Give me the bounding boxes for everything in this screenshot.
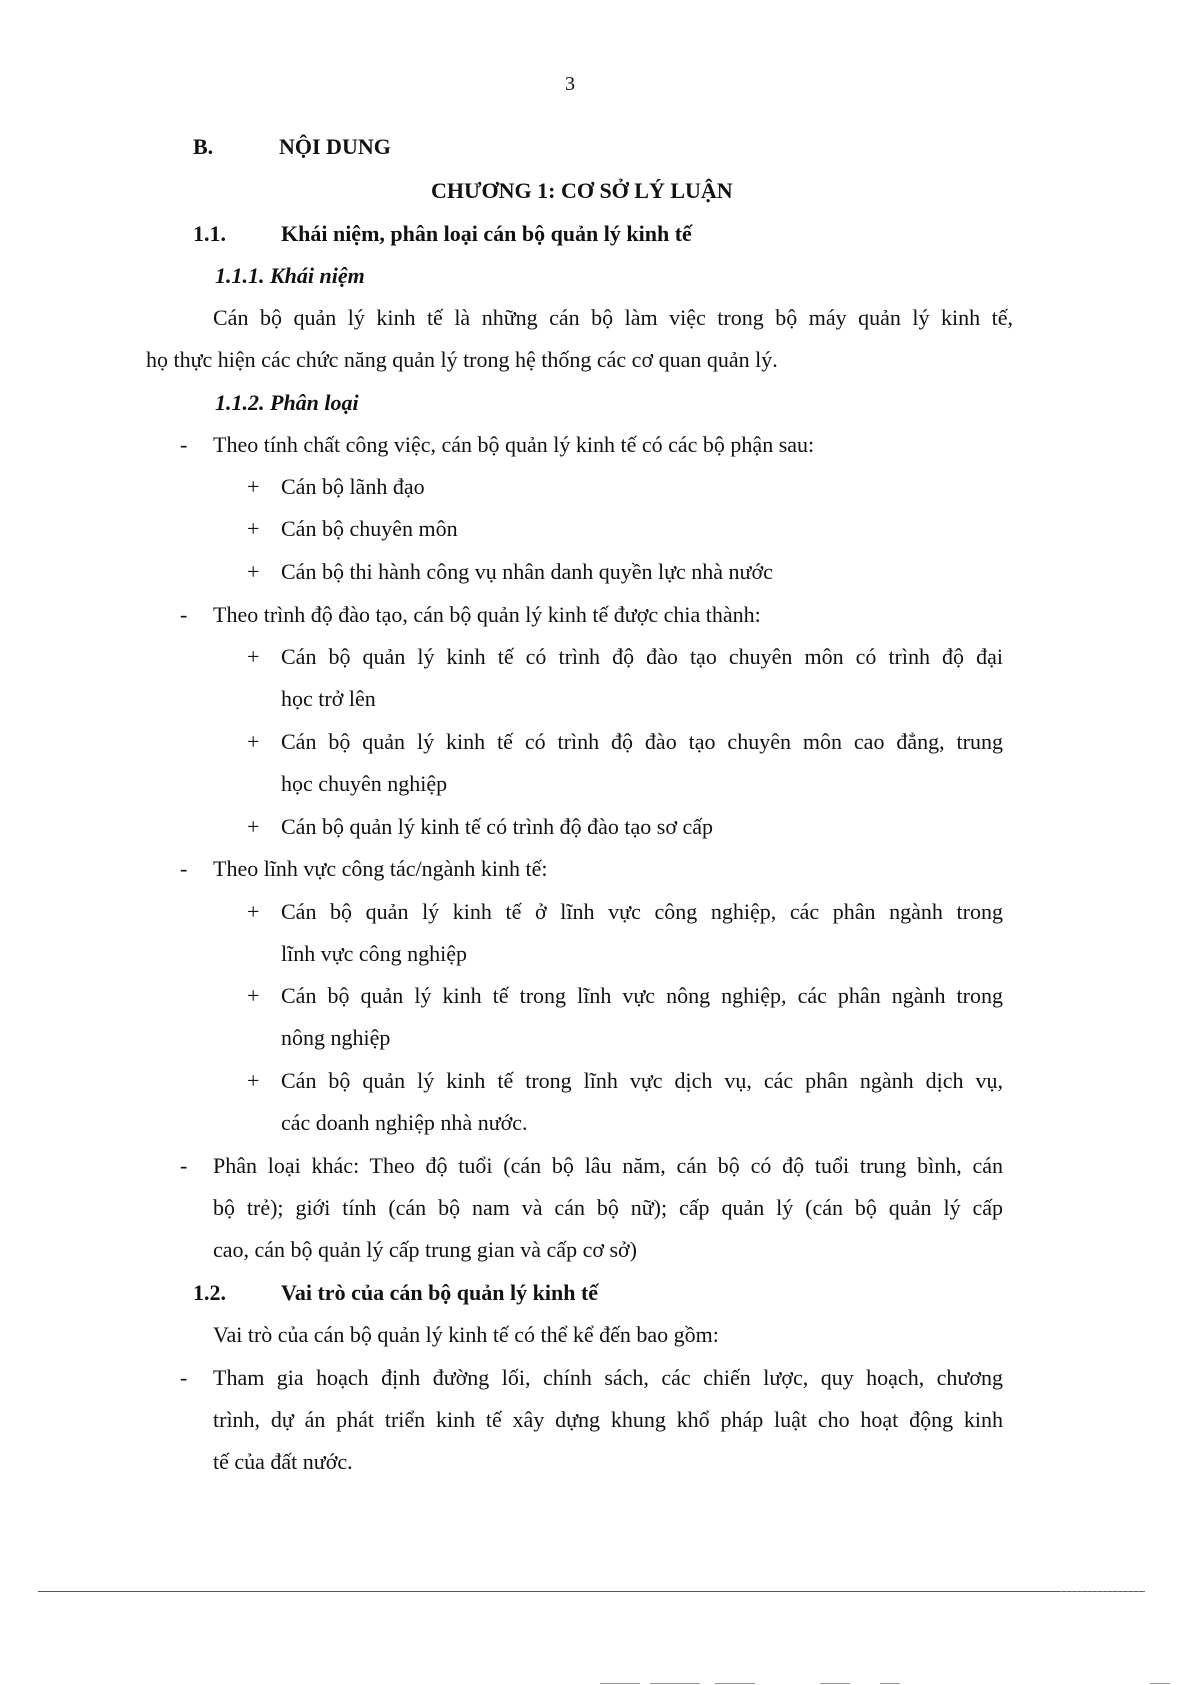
chapter-title: CHƯƠNG 1: CƠ SỞ LÝ LUẬN (431, 178, 733, 203)
plus-bullet: + (247, 729, 260, 754)
list-item: Phân loại khác: Theo độ tuổi (cán bộ lâu năm, cán bộ có độ tuổi trung bình, cán (213, 1153, 1003, 1178)
list-item: Cán bộ quản lý kinh tế có trình độ đào tạo chuyên môn cao đẳng, trung (281, 729, 1003, 754)
list-item: Theo lĩnh vực công tác/ngành kinh tế: (213, 856, 548, 881)
heading-1-2-title: Vai trò của cán bộ quản lý kinh tế (281, 1280, 599, 1305)
page-number: 3 (565, 73, 575, 95)
bullet-dash: - (180, 432, 188, 457)
heading-1-1-title: Khái niệm, phân loại cán bộ quản lý kinh tế (281, 221, 692, 246)
list-item: Theo tính chất công việc, cán bộ quản lý kinh tế có các bộ phận sau: (213, 432, 815, 457)
list-item: Cán bộ quản lý kinh tế trong lĩnh vực dịch vụ, các phân ngành dịch vụ, (281, 1068, 1003, 1093)
list-item-continuation: nông nghiệp (281, 1025, 391, 1050)
scan-artifact (715, 1683, 755, 1684)
heading-1-1-1: 1.1.1. Khái niệm (215, 263, 365, 288)
section-letter: B. (193, 134, 214, 159)
plus-bullet: + (247, 899, 260, 924)
list-item-continuation: cao, cán bộ quản lý cấp trung gian và cấp cơ sở) (213, 1237, 637, 1262)
plus-bullet: + (247, 1068, 260, 1093)
list-item-continuation: bộ trẻ); giới tính (cán bộ nam và cán bộ nữ); cấp quản lý (cán bộ quản lý cấp (213, 1195, 1003, 1220)
list-item-continuation: tế của đất nước. (213, 1449, 353, 1474)
list-item-continuation: học chuyên nghiệp (281, 771, 448, 796)
list-item-continuation: trình, dự án phát triển kinh tế xây dựng khung khổ pháp luật cho hoạt động kinh (213, 1407, 1003, 1432)
list-item: Cán bộ chuyên môn (281, 516, 458, 541)
heading-1-2-number: 1.2. (193, 1280, 226, 1305)
plus-bullet: + (247, 516, 260, 541)
plus-bullet: + (247, 644, 260, 669)
paragraph-intro: Vai trò của cán bộ quản lý kinh tế có thể kể đến bao gồm: (213, 1322, 719, 1347)
scan-artifact (820, 1683, 850, 1684)
plus-bullet: + (247, 814, 260, 839)
bullet-dash: - (180, 602, 188, 627)
footer-divider-dashed (1060, 1591, 1145, 1592)
heading-1-1-2: 1.1.2. Phân loại (215, 390, 359, 415)
list-item: Cán bộ quản lý kinh tế có trình độ đào tạo sơ cấp (281, 814, 713, 839)
plus-bullet: + (247, 559, 260, 584)
list-item: Cán bộ quản lý kinh tế ở lĩnh vực công nghiệp, các phân ngành trong (281, 899, 1003, 924)
list-item: Theo trình độ đào tạo, cán bộ quản lý kinh tế được chia thành: (213, 602, 761, 627)
heading-1-1-number: 1.1. (193, 221, 226, 246)
scan-artifact (1150, 1683, 1170, 1684)
bullet-dash: - (180, 1153, 188, 1178)
plus-bullet: + (247, 474, 260, 499)
bullet-dash: - (180, 1365, 188, 1390)
paragraph-definition-line-2: họ thực hiện các chức năng quản lý trong hệ thống các cơ quan quản lý. (146, 347, 778, 372)
list-item: Cán bộ thi hành công vụ nhân danh quyền lực nhà nước (281, 559, 773, 584)
footer-divider (38, 1591, 1144, 1592)
list-item: Cán bộ quản lý kinh tế trong lĩnh vực nông nghiệp, các phân ngành trong (281, 983, 1003, 1008)
scan-artifact (880, 1683, 900, 1684)
scan-artifact (600, 1683, 640, 1684)
list-item-continuation: lĩnh vực công nghiệp (281, 941, 468, 966)
bullet-dash: - (180, 856, 188, 881)
section-title: NỘI DUNG (279, 134, 391, 159)
scan-artifact (650, 1683, 700, 1684)
list-item: Cán bộ lãnh đạo (281, 474, 425, 499)
list-item: Tham gia hoạch định đường lối, chính sách, các chiến lược, quy hoạch, chương (213, 1365, 1003, 1390)
list-item-continuation: học trở lên (281, 686, 376, 711)
plus-bullet: + (247, 983, 260, 1008)
paragraph-definition-line-1: Cán bộ quản lý kinh tế là những cán bộ làm việc trong bộ máy quản lý kinh tế, (213, 305, 1013, 330)
list-item-continuation: các doanh nghiệp nhà nước. (281, 1110, 528, 1135)
list-item: Cán bộ quản lý kinh tế có trình độ đào tạo chuyên môn có trình độ đại (281, 644, 1003, 669)
